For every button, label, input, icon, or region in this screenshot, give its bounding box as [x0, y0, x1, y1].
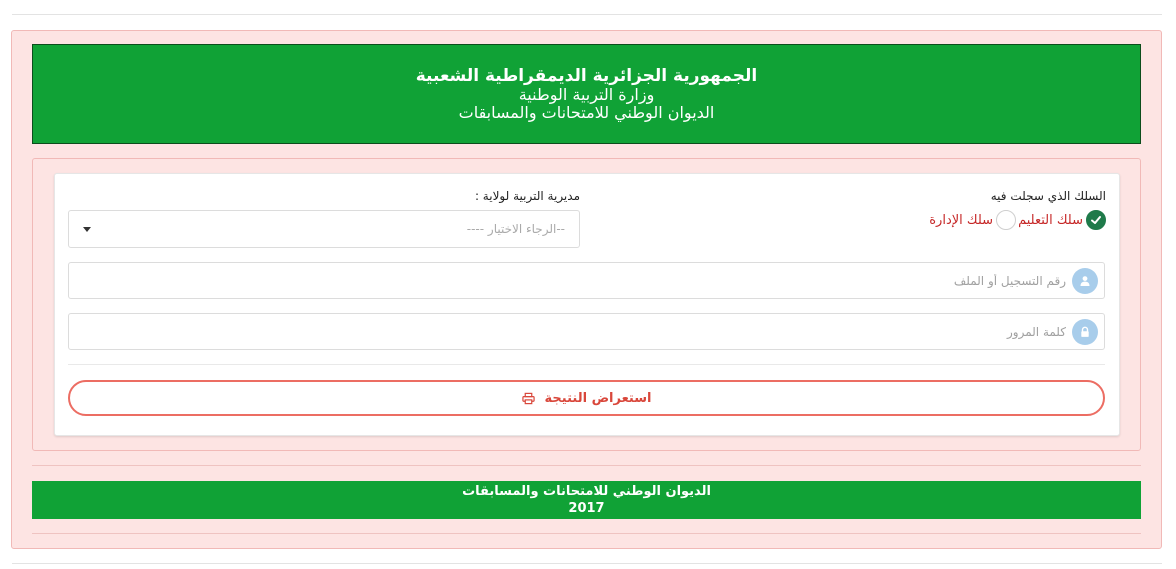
direction-select-placeholder: --الرجاء الاختيار ----	[466, 222, 565, 236]
lock-icon	[1072, 319, 1098, 345]
bottom-rule	[12, 563, 1162, 564]
radio-circle-icon[interactable]	[996, 210, 1016, 230]
footer-year: 2017	[568, 501, 605, 516]
check-icon[interactable]	[1086, 210, 1106, 230]
show-result-button[interactable]	[68, 380, 1105, 416]
top-rule	[12, 14, 1162, 15]
direction-select[interactable]	[68, 210, 580, 248]
footer-bottom-rule	[32, 533, 1141, 534]
corps-label: السلك الذي سجلت فيه	[990, 189, 1106, 203]
form-divider	[68, 364, 1105, 365]
direction-label: مديرية التربية لولاية :	[474, 189, 580, 203]
show-result-label: استعراض النتيجة	[544, 390, 652, 406]
footer-banner	[32, 481, 1141, 519]
radio-administration-label: سلك الإدارة	[929, 212, 994, 228]
password-input[interactable]	[69, 314, 1072, 349]
corps-radio-group	[880, 209, 1106, 231]
password-field	[68, 313, 1105, 350]
radio-administration[interactable]	[929, 210, 1016, 230]
footer-office-name: الديوان الوطني للامتحانات والمسابقات	[462, 484, 711, 499]
registration-input[interactable]	[69, 263, 1072, 298]
footer-top-rule	[32, 465, 1141, 466]
caret-down-icon	[83, 227, 91, 232]
header-republic-title: الجمهورية الجزائرية الديمقراطية الشعبية	[415, 66, 758, 86]
header-ministry-title: وزارة التربية الوطنية	[518, 85, 655, 104]
radio-teaching-label: سلك التعليم	[1018, 212, 1083, 228]
header-banner	[32, 44, 1141, 144]
user-icon	[1072, 268, 1098, 294]
print-icon	[522, 392, 535, 405]
registration-field	[68, 262, 1105, 299]
header-office-title: الديوان الوطني للامتحانات والمسابقات	[458, 103, 715, 122]
radio-teaching[interactable]	[1018, 210, 1106, 230]
